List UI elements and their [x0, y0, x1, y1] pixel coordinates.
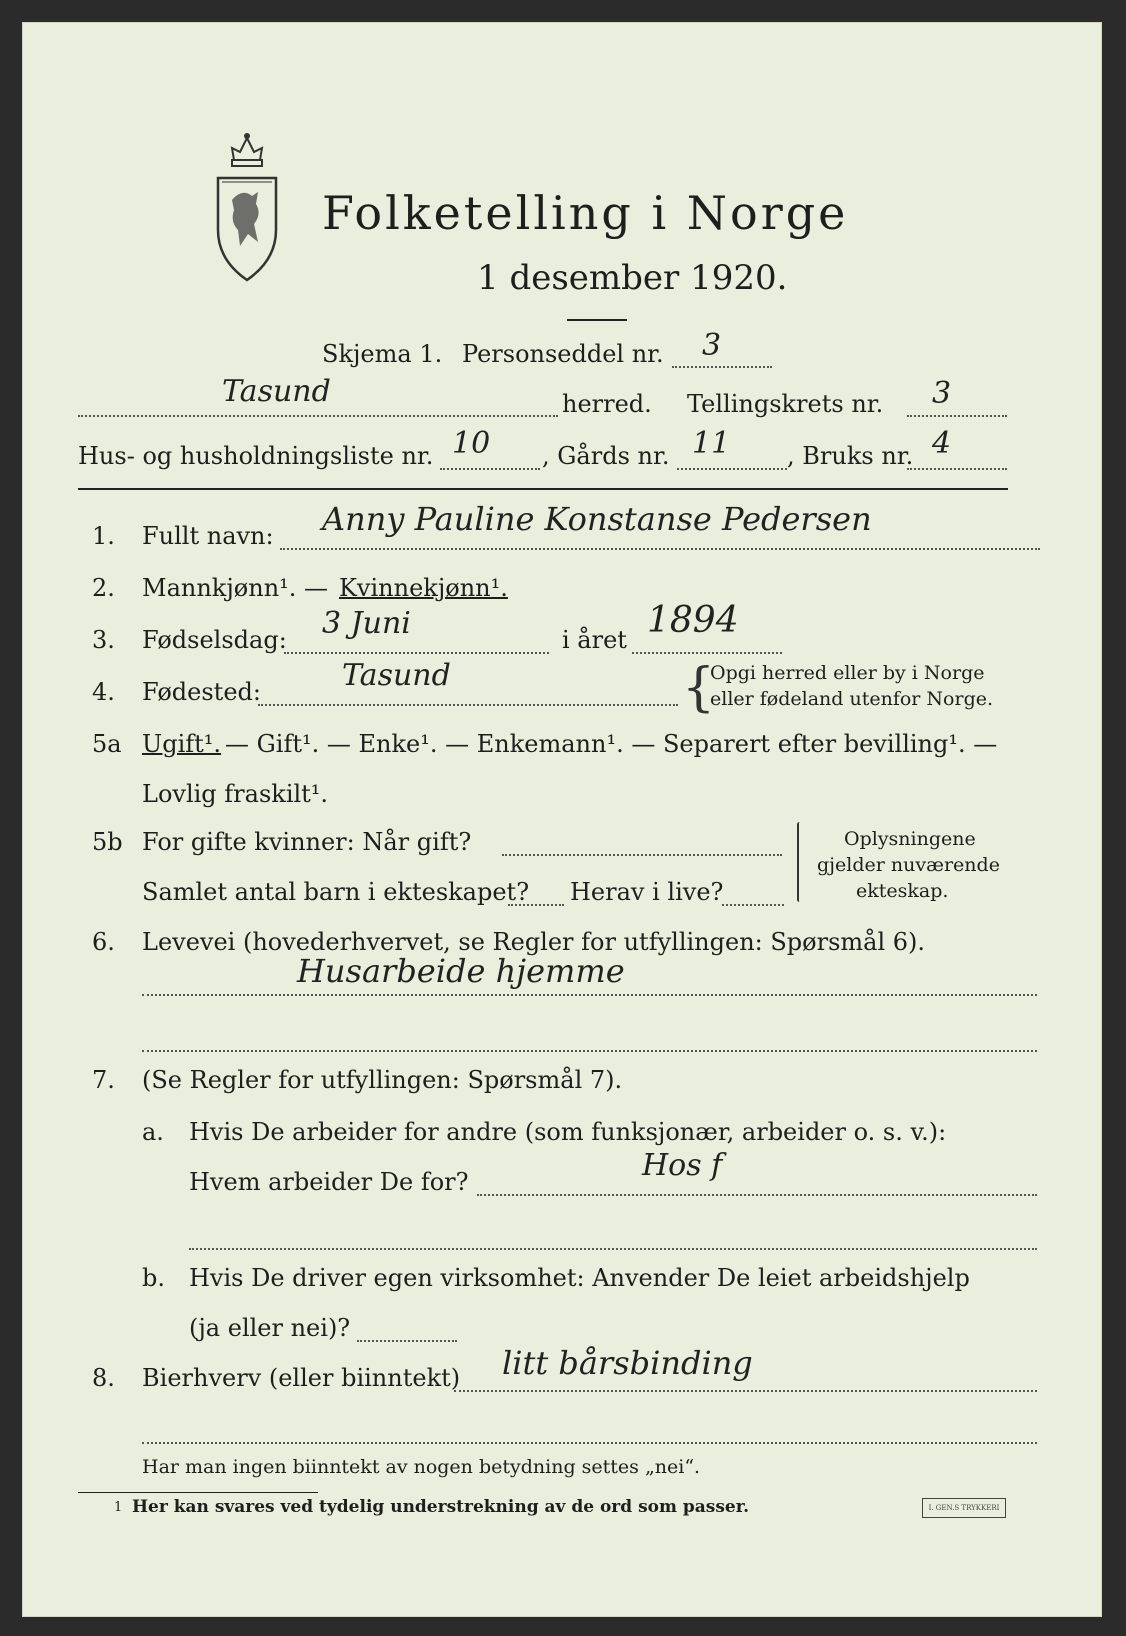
- q5b-i-live-line[interactable]: [722, 904, 784, 906]
- q4-label: Fødested:: [142, 678, 261, 706]
- hus-line: [440, 468, 540, 470]
- footer-note: Har man ingen biinntekt av nogen betydning settes „nei“.: [142, 1456, 701, 1478]
- q7a-label-1: Hvis De arbeider for andre (som funksjonær, arbeider o. s. v.):: [189, 1118, 947, 1146]
- q3-year-line: [632, 652, 782, 654]
- census-date: 1 desember 1920.: [477, 258, 788, 298]
- q6-line-1: [142, 994, 1037, 996]
- title-divider: [567, 319, 627, 321]
- q7b-label-1: Hvis De driver egen virksomhet: Anvender De leiet arbeidshjelp: [189, 1264, 970, 1292]
- footnote-mark: 1: [114, 1500, 123, 1515]
- q1-number: 1.: [92, 522, 115, 550]
- q3-birthday[interactable]: 3 Juni: [322, 606, 411, 641]
- bruks-label: , Bruks nr.: [787, 442, 914, 470]
- q4-line: [258, 704, 678, 706]
- q5a-ugift[interactable]: Ugift¹.: [142, 730, 222, 758]
- q7b-label-2: (ja eller nei)?: [189, 1314, 351, 1342]
- q1-label: Fullt navn:: [142, 522, 274, 550]
- q7-label: (Se Regler for utfyllingen: Spørsmål 7).: [142, 1066, 623, 1094]
- q5b-bracket: [797, 822, 802, 902]
- q4-note-1: Opgi herred eller by i Norge: [710, 662, 985, 684]
- q6-line-2[interactable]: [142, 1050, 1037, 1052]
- q3-label: Fødselsdag:: [142, 626, 287, 654]
- q7a-line-2[interactable]: [189, 1248, 1037, 1250]
- q4-brace: {: [682, 658, 716, 718]
- gards-label: , Gårds nr.: [542, 442, 670, 470]
- personseddel-line: [672, 366, 772, 368]
- header-separator: [78, 488, 1008, 490]
- q3-year-label: i året: [562, 626, 627, 654]
- q7-number: 7.: [92, 1066, 115, 1094]
- q4-birthplace[interactable]: Tasund: [342, 658, 451, 693]
- q2-number: 2.: [92, 574, 115, 602]
- q5a-number: 5a: [92, 730, 122, 758]
- herred-value[interactable]: Tasund: [222, 374, 331, 409]
- q6-occupation[interactable]: Husarbeide hjemme: [297, 952, 625, 990]
- hus-value[interactable]: 10: [452, 426, 491, 461]
- q4-note-2: eller fødeland utenfor Norge.: [710, 688, 994, 710]
- personseddel-label: Personseddel nr.: [462, 340, 664, 368]
- footnote-rule: [78, 1492, 318, 1493]
- q1-line: [280, 548, 1040, 550]
- q2-mannkjonn[interactable]: Mannkjønn¹. —: [142, 574, 329, 602]
- skjema-label: Skjema 1.: [322, 340, 443, 368]
- q5b-number: 5b: [92, 828, 123, 856]
- q5a-options[interactable]: — Gift¹. — Enke¹. — Enkemann¹. — Separert efter bevilling¹. —: [225, 730, 998, 758]
- q5b-barn-line[interactable]: [508, 904, 564, 906]
- gards-line: [677, 468, 787, 470]
- q5b-label-nar-gift: For gifte kvinner: Når gift?: [142, 828, 472, 856]
- q8-line-1: [454, 1390, 1037, 1392]
- q5a-lovlig-fraskilt[interactable]: Lovlig fraskilt¹.: [142, 780, 329, 808]
- herred-label: herred.: [562, 390, 652, 418]
- tellingskrets-label: Tellingskrets nr.: [687, 390, 884, 418]
- q8-number: 8.: [92, 1364, 115, 1392]
- census-form-page: [22, 22, 1102, 1617]
- q7b-line[interactable]: [357, 1340, 457, 1342]
- q7a-line-1: [477, 1194, 1037, 1196]
- q1-full-name[interactable]: Anny Pauline Konstanse Pedersen: [322, 500, 872, 538]
- hus-label: Hus- og husholdningsliste nr.: [78, 442, 434, 470]
- q5b-label-barn: Samlet antal barn i ekteskapet?: [142, 878, 530, 906]
- q8-line-2[interactable]: [142, 1442, 1037, 1444]
- q8-label: Bierhverv (eller biinntekt): [142, 1364, 461, 1392]
- q3-line: [284, 652, 549, 654]
- herred-line: [78, 415, 558, 417]
- bruks-line: [907, 468, 1007, 470]
- q5b-nar-gift-line[interactable]: [502, 854, 782, 856]
- q7a-label-2: Hvem arbeider De for?: [189, 1168, 469, 1196]
- q7a-letter: a.: [142, 1118, 164, 1146]
- q5b-note-2: gjelder nuværende: [817, 854, 1000, 876]
- q8-side-income[interactable]: litt bårsbinding: [502, 1344, 753, 1382]
- footnote-text: Her kan svares ved tydelig understrekning av de ord som passer.: [132, 1497, 750, 1517]
- q3-birth-year[interactable]: 1894: [647, 600, 739, 641]
- q5b-note-3: ekteskap.: [856, 880, 949, 902]
- tellingskrets-value[interactable]: 3: [932, 376, 952, 411]
- q5b-note-1: Oplysningene: [844, 828, 976, 850]
- personseddel-value[interactable]: 3: [702, 328, 722, 363]
- tellingskrets-line: [907, 415, 1007, 417]
- q6-label: Levevei (hovederhvervet, se Regler for utfyllingen: Spørsmål 6).: [142, 928, 926, 956]
- q7b-letter: b.: [142, 1264, 165, 1292]
- q3-number: 3.: [92, 626, 115, 654]
- form-title: Folketelling i Norge: [322, 186, 849, 240]
- coat-of-arms-icon: [212, 130, 282, 285]
- q7a-employer[interactable]: Hos f: [642, 1148, 723, 1183]
- q6-number: 6.: [92, 928, 115, 956]
- q4-number: 4.: [92, 678, 115, 706]
- q5b-label-i-live: Herav i live?: [570, 878, 724, 906]
- gards-value[interactable]: 11: [692, 426, 731, 461]
- printer-stamp: I. GEN.S TRYKKERI: [922, 1498, 1006, 1518]
- q2-kvinnekjonn[interactable]: Kvinnekjønn¹.: [339, 574, 508, 602]
- bruks-value[interactable]: 4: [932, 426, 952, 461]
